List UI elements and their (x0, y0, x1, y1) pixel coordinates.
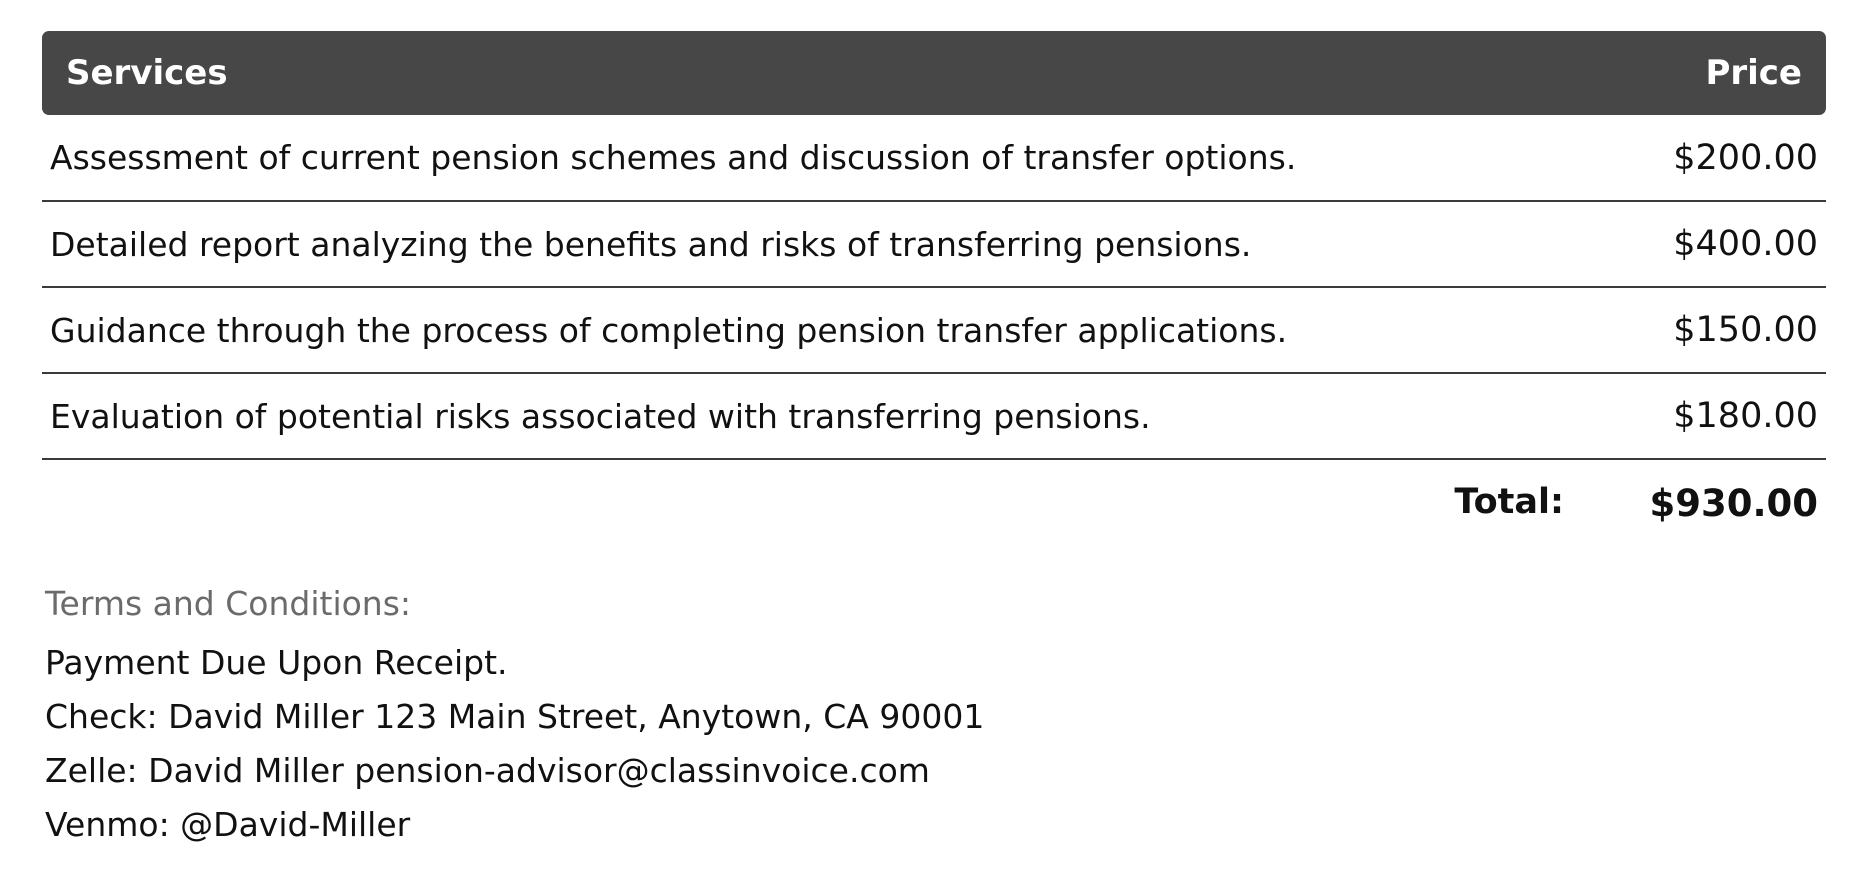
total-row (42, 460, 1826, 546)
service-price: $200.00 (1582, 115, 1826, 201)
zelle-payment-info: Zelle: David Miller pension-advisor@classinvoice.com (45, 751, 930, 790)
service-price: $400.00 (1582, 201, 1826, 287)
services-table (42, 31, 1826, 460)
total-amount: $930.00 (1649, 482, 1818, 525)
invoice-services (42, 31, 1826, 546)
services-column-header: Services (66, 53, 228, 93)
service-price: $150.00 (1582, 287, 1826, 373)
table-row (42, 115, 1826, 201)
service-description: Evaluation of potential risks associated with transferring pensions. (42, 373, 1582, 459)
service-description: Detailed report analyzing the benefits and risks of transferring pensions. (42, 201, 1582, 287)
payment-due-text: Payment Due Upon Receipt. (45, 643, 508, 682)
terms-heading: Terms and Conditions: (45, 584, 412, 623)
venmo-payment-info: Venmo: @David-Miller (45, 805, 411, 844)
check-payment-info: Check: David Miller 123 Main Street, Anytown, CA 90001 (45, 697, 985, 736)
service-price: $180.00 (1582, 373, 1826, 459)
service-description: Guidance through the process of completing pension transfer applications. (42, 287, 1582, 373)
service-description: Assessment of current pension schemes and discussion of transfer options. (42, 115, 1582, 201)
total-label: Total: (1454, 482, 1564, 522)
table-row (42, 287, 1826, 373)
table-row (42, 373, 1826, 459)
price-column-header: Price (1705, 53, 1802, 93)
table-row (42, 201, 1826, 287)
terms-and-conditions (45, 582, 984, 852)
table-header-row (42, 31, 1826, 115)
